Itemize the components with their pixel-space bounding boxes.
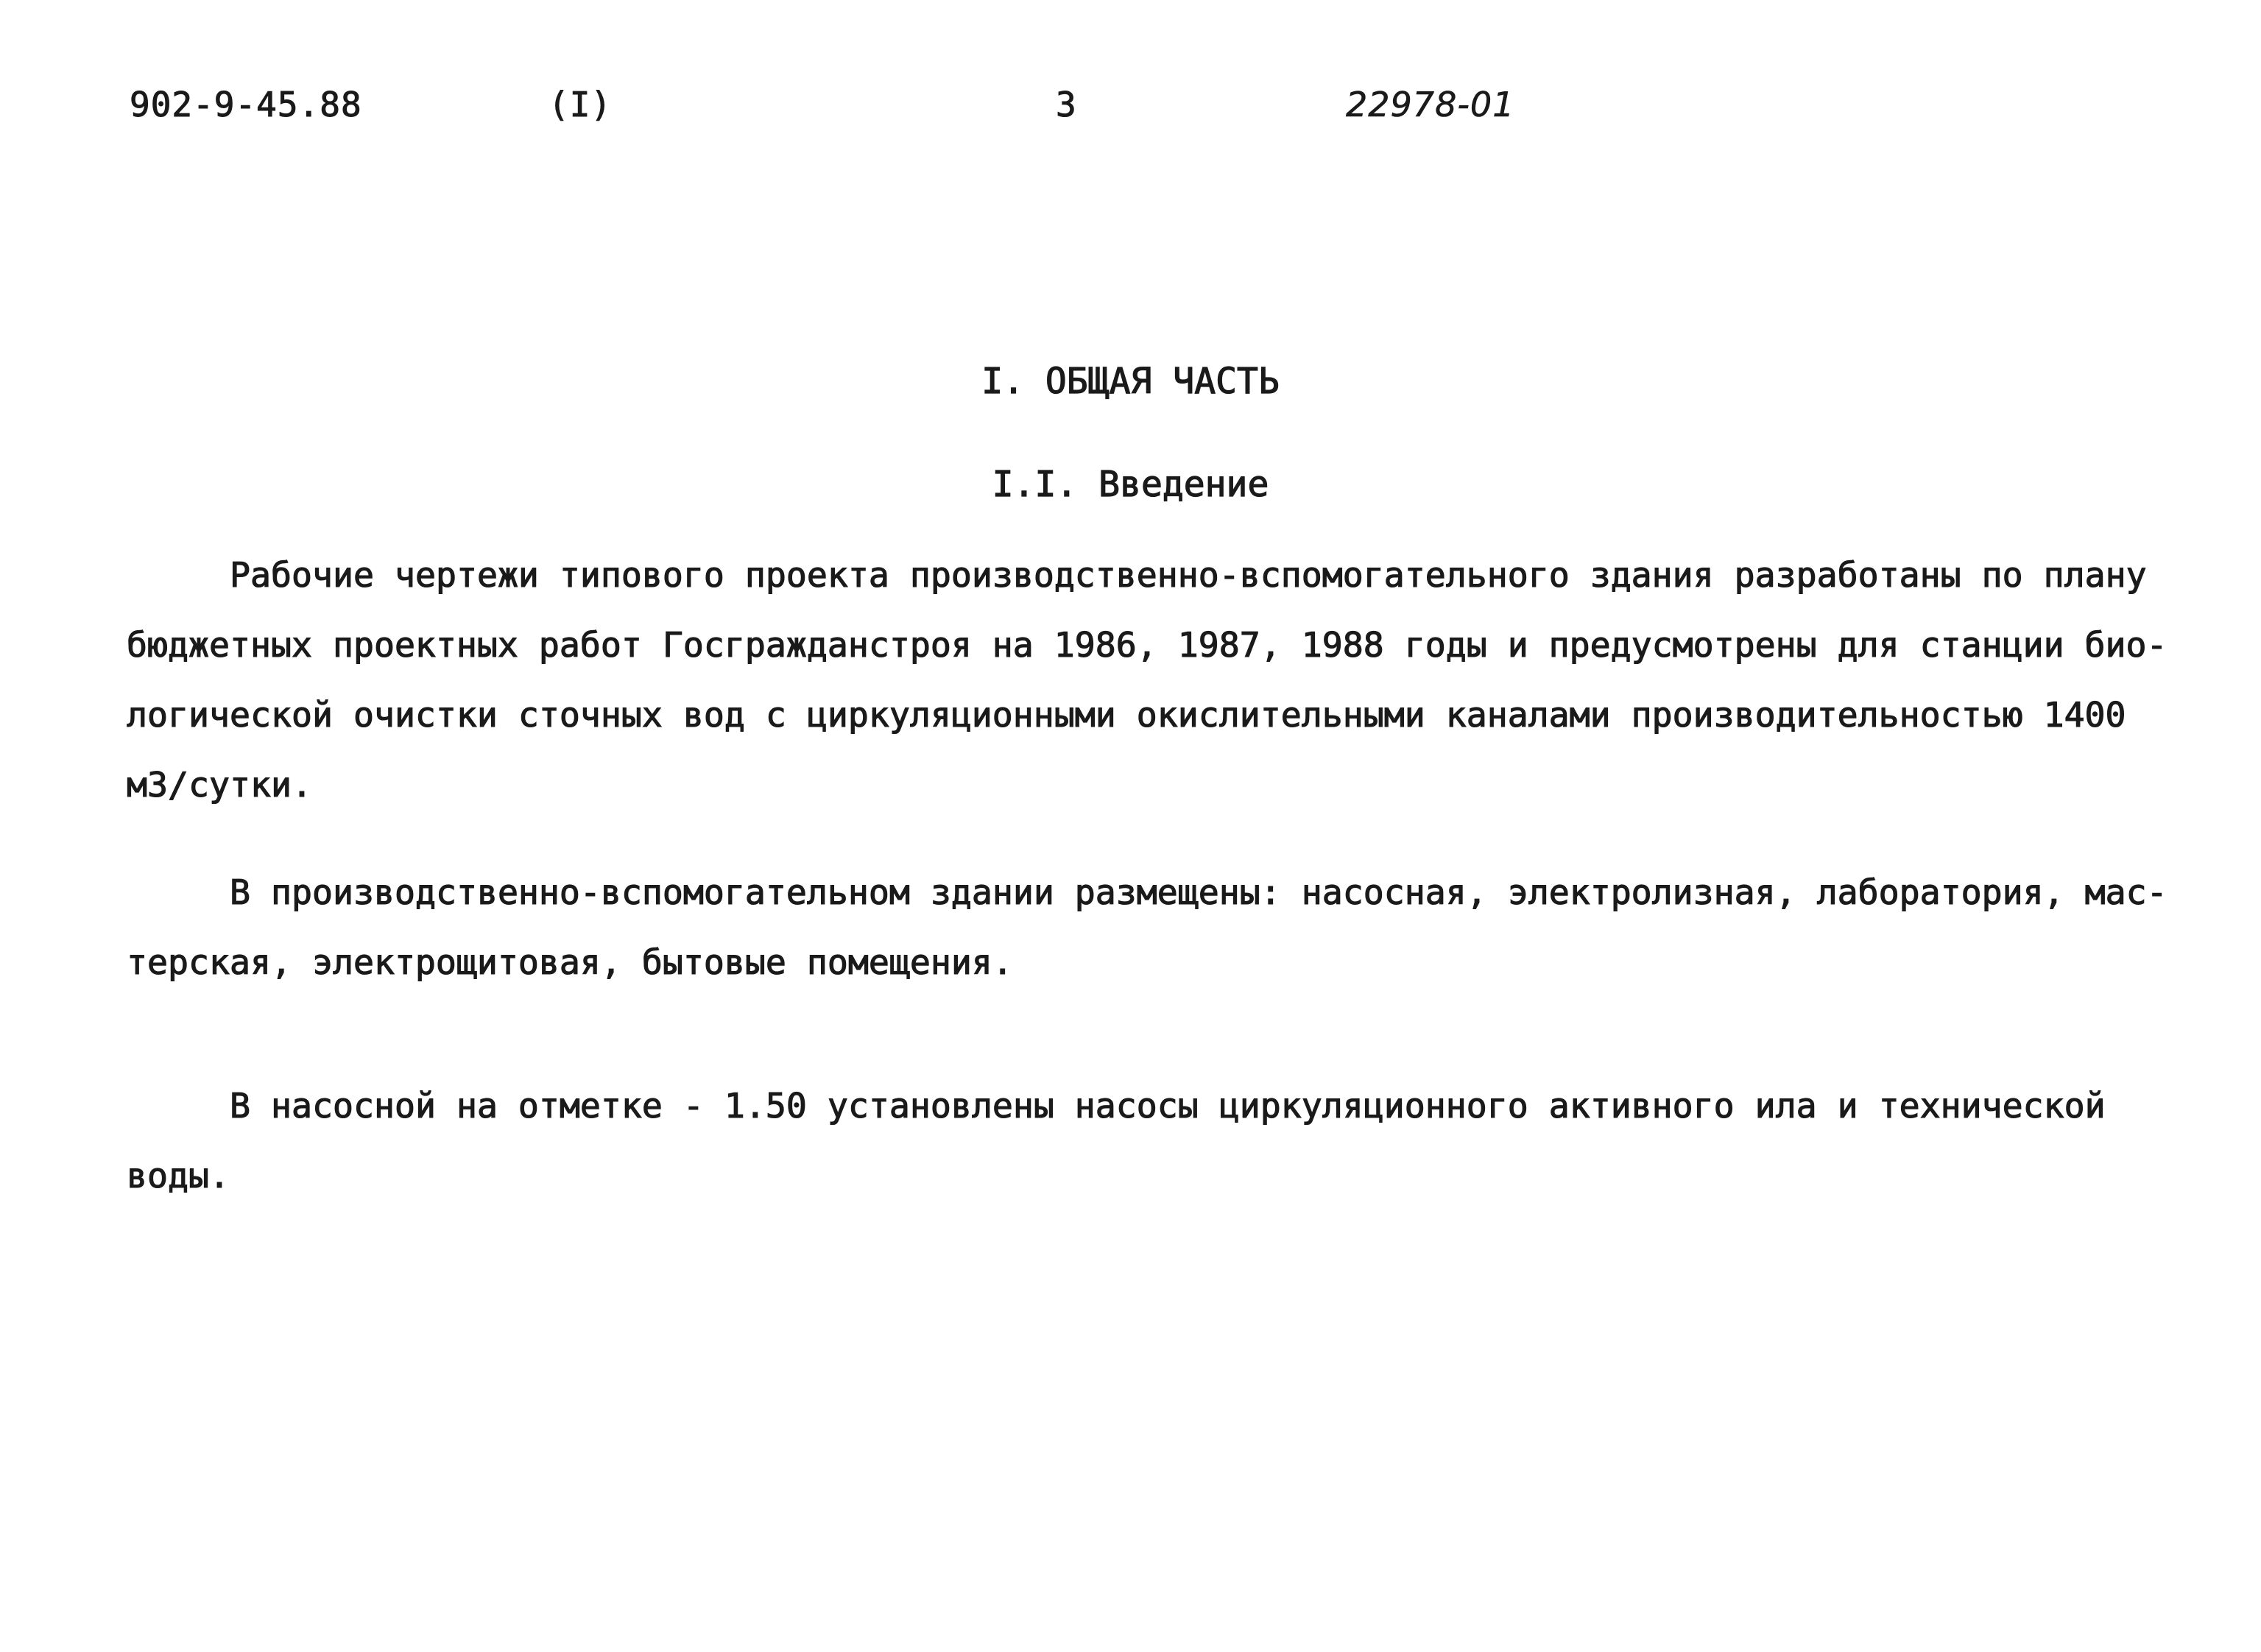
paragraph-building-rooms: [127, 858, 2167, 998]
document-part-number: (I): [549, 85, 613, 124]
paragraph-introduction: [127, 540, 2167, 820]
section-title: I. ОБЩАЯ ЧАСТЬ: [981, 361, 1280, 402]
paragraph-line: В насосной на отметке - 1.50 установлены насосы циркуляционного активного ила и технической: [230, 1086, 2106, 1126]
subsection-title: I.I. Введение: [992, 464, 1269, 505]
paragraph-pump-room: [127, 1071, 2159, 1211]
paragraph-line: м3/сутки.: [127, 765, 312, 805]
paragraph-line: воды.: [127, 1156, 230, 1196]
document-code: 902-9-45.88: [130, 85, 362, 124]
paragraph-line: логической очистки сточных вод с циркуляционными окислительными каналами производительностью 1400: [127, 695, 2126, 735]
paragraph-line: терская, электрощитовая, бытовые помещения.: [127, 942, 1013, 982]
drawing-number: 22978-01: [1346, 85, 1515, 124]
paragraph-line: Рабочие чертежи типового проекта производственно-вспомогательного здания разработаны по плану: [230, 555, 2147, 595]
paragraph-line: бюджетных проектных работ Госгражданстроя на 1986, 1987, 1988 годы и предусмотрены для станции био-: [127, 625, 2167, 665]
paragraph-line: В производственно-вспомогательном здании размещены: насосная, электролизная, лаборатория, мас-: [230, 872, 2167, 912]
page-number: 3: [1056, 85, 1077, 124]
